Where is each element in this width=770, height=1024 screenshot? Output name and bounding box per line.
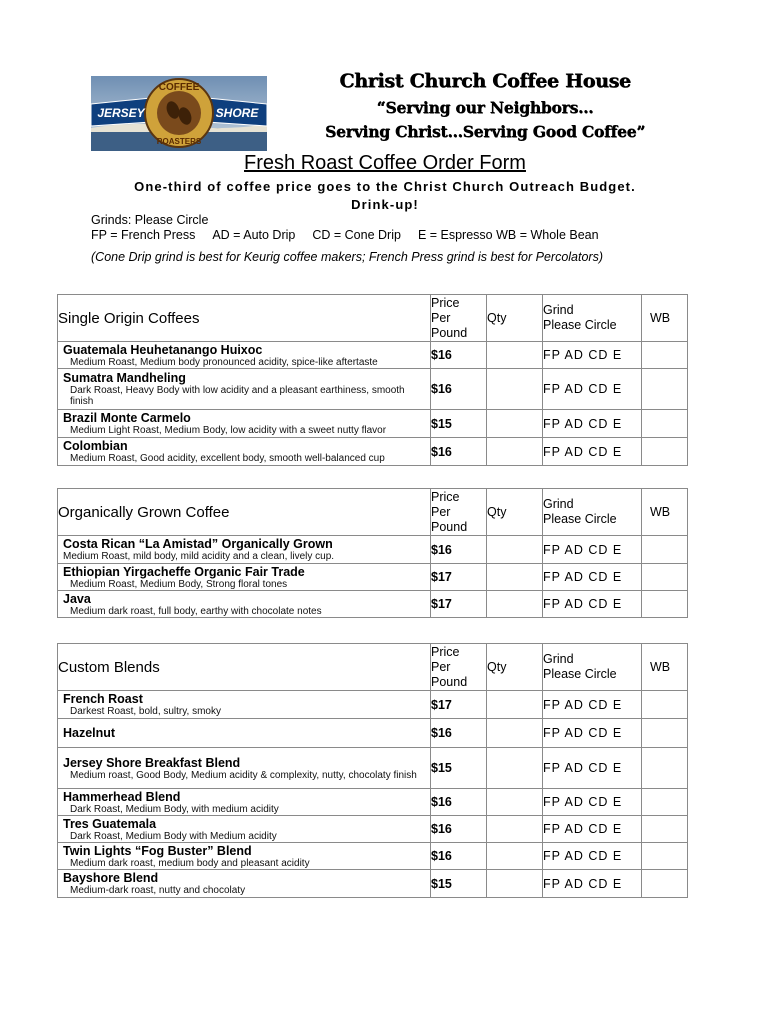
wb-cell[interactable] [642,843,688,870]
grind-column-header: Grind Please Circle [543,644,642,691]
item-description: Medium Light Roast, Medium Body, low acidity with a sweet nutty flavor [70,425,387,436]
table-header-row [58,489,688,536]
grind-options[interactable]: FP AD CD E [543,719,642,748]
wb-cell[interactable] [642,870,688,898]
item-price: $16 [431,789,487,816]
item-name: Twin Lights “Fog Buster” Blend [63,843,252,858]
organic-coffee-table [57,488,688,618]
item-description: Medium-dark roast, nutty and chocolaty [70,885,246,896]
logo-bottom-text: ROASTERS [156,137,202,146]
drink-up-note: Drink-up! [351,197,419,212]
grind-options[interactable]: FP AD CD E [543,816,642,843]
item-price: $15 [431,410,487,438]
wb-cell[interactable] [642,719,688,748]
qty-cell[interactable] [487,564,543,591]
wb-cell[interactable] [642,748,688,789]
item-name: Hammerhead Blend [63,789,181,804]
coffee-house-title: Christ Church Coffee House [339,70,631,92]
grind-options[interactable]: FP AD CD E [543,369,642,410]
item-price: $16 [431,816,487,843]
table-row [58,816,688,843]
qty-cell[interactable] [487,719,543,748]
table-row [58,691,688,719]
wb-cell[interactable] [642,789,688,816]
grind-options[interactable]: FP AD CD E [543,691,642,719]
qty-cell[interactable] [487,748,543,789]
grind-column-header: Grind Please Circle [543,295,642,342]
logo-top-text: COFFEE [158,82,200,93]
qty-column-header: Qty [487,295,543,342]
grind-options[interactable]: FP AD CD E [543,438,642,466]
qty-cell[interactable] [487,536,543,564]
grind-options[interactable]: FP AD CD E [543,564,642,591]
item-price: $17 [431,564,487,591]
price-column-header: Price Per Pound [431,489,487,536]
qty-cell[interactable] [487,369,543,410]
section-title: Organically Grown Coffee [58,489,431,536]
qty-cell[interactable] [487,410,543,438]
grinds-legend [91,228,599,242]
grind-options[interactable]: FP AD CD E [543,789,642,816]
grind-legend-e-wb: E = Espresso WB = Whole Bean [417,228,599,242]
item-name: Sumatra Mandheling [63,371,186,385]
item-name: Ethiopian Yirgacheffe Organic Fair Trade [63,564,305,579]
qty-cell[interactable] [487,591,543,618]
item-name: French Roast [63,692,143,706]
item-description: Medium roast, Good Body, Medium acidity & complexity, nutty, chocolaty finish [70,769,417,781]
grind-column-header: Grind Please Circle [543,489,642,536]
table-row [58,719,688,748]
section-title: Custom Blends [58,644,431,691]
grind-legend-cd: CD = Cone Drip [312,228,401,242]
wb-column-header: WB [642,489,688,536]
qty-cell[interactable] [487,438,543,466]
item-price: $15 [431,870,487,898]
grind-options[interactable]: FP AD CD E [543,843,642,870]
item-name: Jersey Shore Breakfast Blend [63,755,241,770]
table-header-row [58,644,688,691]
wb-column-header: WB [642,295,688,342]
wb-cell[interactable] [642,691,688,719]
table-row [58,591,688,618]
wb-cell[interactable] [642,369,688,410]
item-name: Colombian [63,439,128,453]
qty-cell[interactable] [487,691,543,719]
item-name: Tres Guatemala [63,816,157,831]
table-row [58,438,688,466]
grind-options[interactable]: FP AD CD E [543,591,642,618]
item-price: $16 [431,342,487,369]
wb-cell[interactable] [642,536,688,564]
item-name: Bayshore Blend [63,871,159,885]
form-title: Fresh Roast Coffee Order Form [244,152,526,174]
wb-cell[interactable] [642,438,688,466]
logo-left-text: JERSEY [97,106,145,120]
grind-options[interactable]: FP AD CD E [543,342,642,369]
qty-column-header: Qty [487,644,543,691]
jersey-shore-coffee-roasters-logo [91,76,267,151]
qty-cell[interactable] [487,342,543,369]
item-description: Dark Roast, Medium Body, with medium acidity [70,803,279,815]
item-name: Java [63,591,91,606]
item-description: Medium dark roast, full body, earthy with chocolate notes [70,605,322,617]
single-origin-table [57,294,688,466]
price-column-header: Price Per Pound [431,644,487,691]
item-price: $16 [431,369,487,410]
grind-options[interactable]: FP AD CD E [543,536,642,564]
qty-cell[interactable] [487,870,543,898]
item-price: $16 [431,843,487,870]
qty-cell[interactable] [487,843,543,870]
grind-options[interactable]: FP AD CD E [543,748,642,789]
wb-cell[interactable] [642,342,688,369]
tagline-line-1: “Serving our Neighbors… [376,98,594,117]
table-row [58,342,688,369]
wb-column-header: WB [642,644,688,691]
table-row [58,870,688,898]
qty-cell[interactable] [487,789,543,816]
grinds-intro: Grinds: Please Circle [91,213,209,227]
item-description: Medium dark roast, medium body and pleasant acidity [70,857,310,869]
qty-column-header: Qty [487,489,543,536]
grind-legend-fp: FP = French Press [91,228,196,242]
grind-legend-ad: AD = Auto Drip [212,228,296,242]
item-description: Darkest Roast, bold, sultry, smoky [70,706,221,717]
item-price: $15 [431,748,487,789]
tagline-line-2: Serving Christ…Serving Good Coffee” [324,122,646,141]
wb-cell[interactable] [642,591,688,618]
item-price: $17 [431,591,487,618]
table-row [58,410,688,438]
grind-recommendation-note: (Cone Drip grind is best for Keurig coffee makers; French Press grind is best for Percolators) [91,250,604,264]
wb-cell[interactable] [642,816,688,843]
price-column-header: Price Per Pound [431,295,487,342]
item-name: Costa Rican “La Amistad” Organically Grown [63,537,333,551]
table-row [58,843,688,870]
table-row [58,564,688,591]
item-price: $16 [431,438,487,466]
item-price: $17 [431,691,487,719]
item-description: Medium Roast, Medium body pronounced acidity, spice-like aftertaste [70,356,378,368]
table-row [58,369,688,410]
section-title: Single Origin Coffees [58,295,431,342]
logo-right-text: SHORE [215,106,259,120]
item-description: Medium Roast, Medium Body, Strong floral tones [70,578,288,590]
wb-cell[interactable] [642,410,688,438]
item-name: Brazil Monte Carmelo [63,411,191,425]
item-description: Medium Roast, Good acidity, excellent body, smooth well-balanced cup [70,453,385,464]
grind-options[interactable]: FP AD CD E [543,870,642,898]
item-price: $16 [431,719,487,748]
custom-blends-table [57,643,688,898]
item-name: Guatemala Heuhetanango Huixoc [63,342,263,357]
table-row [58,789,688,816]
table-header-row [58,295,688,342]
item-price: $16 [431,536,487,564]
wb-cell[interactable] [642,564,688,591]
outreach-note: One-third of coffee price goes to the Christ Church Outreach Budget. [134,179,636,194]
item-description: Dark Roast, Medium Body with Medium acidity [70,830,277,842]
qty-cell[interactable] [487,816,543,843]
grind-options[interactable]: FP AD CD E [543,410,642,438]
item-description: Dark Roast, Heavy Body with low acidity and a pleasant earthiness, smooth finish [70,385,405,407]
table-row [58,536,688,564]
table-row [58,748,688,789]
item-name: Hazelnut [63,726,116,740]
item-description: Medium Roast, mild body, mild acidity and a clean, lively cup. [63,551,335,562]
